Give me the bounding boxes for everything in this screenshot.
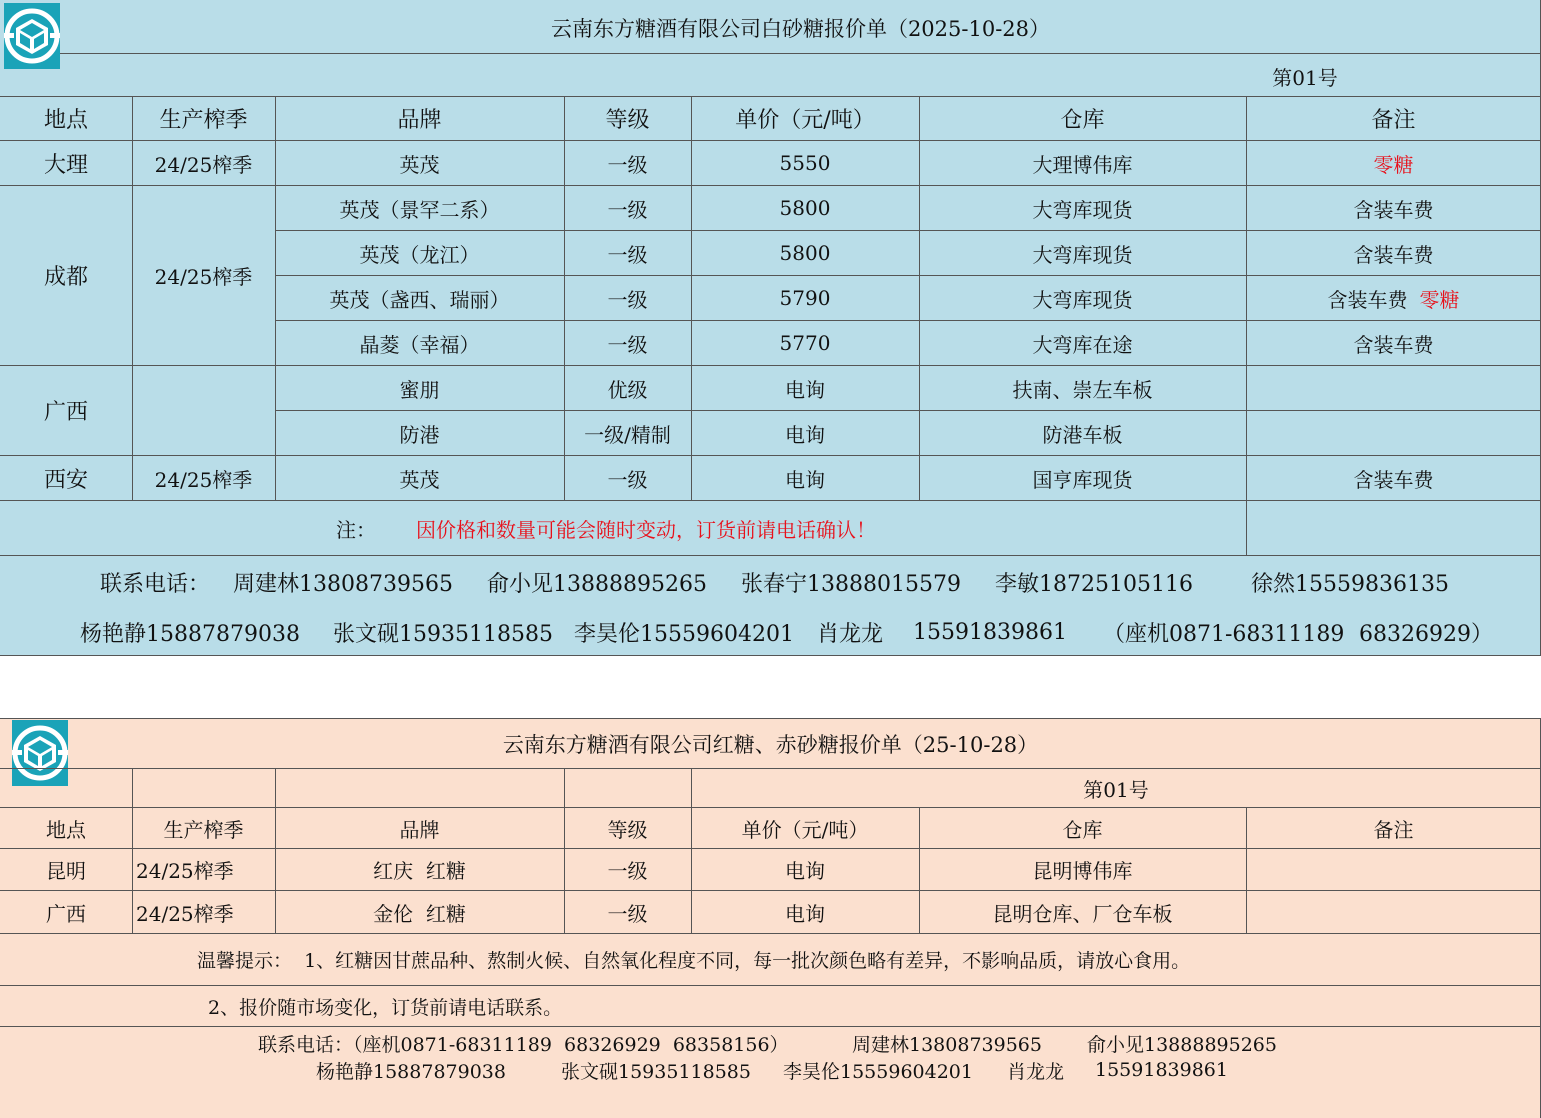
season-cell: 24/25榨季 <box>154 152 253 177</box>
season-cell: 24/25榨季 <box>136 859 234 883</box>
contact-item: 杨艳静15887879038 <box>80 621 300 647</box>
price-cell: 5800 <box>779 241 831 265</box>
grade-cell: 一级 <box>607 467 648 492</box>
header-grade: 等级 <box>605 108 650 133</box>
note-cell <box>1246 891 1541 933</box>
company-logo-icon <box>4 3 60 69</box>
header-season: 生产榨季 <box>163 817 244 842</box>
contact-item: 肖龙龙 <box>817 621 884 647</box>
note-text: 含装车费 <box>1353 332 1434 357</box>
brand-cell: 红庆 红糖 <box>373 859 466 883</box>
note-cell <box>1246 231 1541 275</box>
price-cell: 5770 <box>779 331 831 355</box>
grade-cell: 一级/精制 <box>584 422 671 447</box>
contact-item: 徐然15559836135 <box>1251 571 1449 597</box>
season-cell: 24/25榨季 <box>154 467 253 492</box>
header-place: 地点 <box>46 817 86 842</box>
header-brand: 品牌 <box>397 108 442 133</box>
sheet-title: 云南东方糖酒有限公司红糖、赤砂糖报价单（25-10-28） <box>502 733 1039 757</box>
contact-line-2 <box>316 1057 1228 1083</box>
note-cell <box>1246 186 1541 230</box>
header-warehouse: 仓库 <box>1060 108 1105 133</box>
header-price: 单价（元/吨） <box>741 817 869 842</box>
contact-item: 周建林13808739565 <box>233 571 453 597</box>
brand-cell: 英茂（景罕二系） <box>339 197 500 222</box>
warehouse-cell: 大弯库现货 <box>1032 242 1133 267</box>
note-message: 因价格和数量可能会随时变动，订货前请电话确认！ <box>416 517 876 542</box>
note-text: 含装车费 <box>1327 287 1408 312</box>
header-note: 备注 <box>1371 108 1416 133</box>
grade-cell: 一级 <box>607 859 648 883</box>
note-cell <box>1246 276 1541 320</box>
place-cell: 广西 <box>46 901 86 926</box>
contact-item: 李昊伦15559604201 <box>574 621 794 647</box>
header-grade: 等级 <box>607 817 648 842</box>
brand-cell: 蜜朋 <box>399 377 440 402</box>
grade-cell: 一级 <box>607 901 648 926</box>
place-cell: 广西 <box>43 400 88 425</box>
note-red-text: 零糖 <box>1419 287 1460 312</box>
warehouse-cell: 大弯库现货 <box>1032 287 1133 312</box>
sheet-number: 第01号 <box>1272 65 1338 90</box>
contact-item: 张春宁13888015579 <box>741 571 961 597</box>
warehouse-cell: 大弯库现货 <box>1032 197 1133 222</box>
price-cell: 5550 <box>779 151 831 175</box>
place-cell: 昆明 <box>46 859 86 883</box>
contact-item: 杨艳静15887879038 <box>316 1060 506 1083</box>
header-note: 备注 <box>1373 817 1414 842</box>
contact-label: 联系电话： <box>100 571 211 597</box>
grade-cell: 一级 <box>607 152 648 177</box>
contact-line-2 <box>80 614 1493 650</box>
note-cell <box>1246 321 1541 365</box>
warehouse-cell: 大理博伟库 <box>1032 152 1133 177</box>
contact-item: 李敏18725105116 <box>995 571 1193 597</box>
note-text: 含装车费 <box>1353 467 1434 492</box>
note-cell <box>1246 456 1541 500</box>
contact-line-1 <box>100 564 1449 600</box>
price-cell: 电询 <box>785 467 825 492</box>
brand-cell: 金伦 红糖 <box>373 901 466 926</box>
contact-item: 周建林13808739565 <box>852 1033 1042 1056</box>
tip-line-2: 2、报价随市场变化，订货前请电话联系。 <box>208 996 563 1019</box>
contact-item: 15591839861 <box>1095 1059 1228 1081</box>
price-cell: 电询 <box>785 422 825 447</box>
brand-cell: 英茂 <box>399 467 440 492</box>
header-place: 地点 <box>43 108 88 133</box>
grade-cell: 一级 <box>607 332 648 357</box>
warehouse-cell: 大弯库在途 <box>1032 332 1133 357</box>
note-red-text: 零糖 <box>1373 152 1414 177</box>
place-cell: 西安 <box>43 467 88 493</box>
contact-item: 俞小见13888895265 <box>487 571 707 597</box>
place-cell: 成都 <box>43 265 88 290</box>
warehouse-cell: 扶南、崇左车板 <box>1012 377 1153 402</box>
header-price: 单价（元/吨） <box>735 108 875 133</box>
note-cell <box>1246 141 1541 185</box>
place-cell: 大理 <box>43 152 88 178</box>
season-cell: 24/25榨季 <box>154 265 253 289</box>
sheet-title: 云南东方糖酒有限公司白砂糖报价单（2025-10-28） <box>550 17 1051 41</box>
grade-cell: 优级 <box>607 377 648 402</box>
warehouse-cell: 昆明博伟库 <box>1032 859 1133 883</box>
contact-item: 张文砚15935118585 <box>333 621 553 647</box>
warehouse-cell: 国亨库现货 <box>1032 467 1133 492</box>
contact-item: 张文砚15935118585 <box>561 1060 751 1083</box>
note-cell <box>1246 849 1541 890</box>
note-text: 含装车费 <box>1353 197 1434 222</box>
contact-item: 68326929） <box>1359 621 1493 647</box>
brand-cell: 晶菱（幸福） <box>359 332 480 357</box>
grade-cell: 一级 <box>607 197 648 222</box>
contact-item: 联系电话：（座机0871-68311189 68326929 68358156） <box>258 1033 789 1056</box>
price-cell: 5800 <box>779 196 831 220</box>
tip-line-1: 温馨提示： 1、红糖因甘蔗品种、熬制火候、自然氧化程度不同，每一批次颜色略有差异，不影响品质，请放心食用。 <box>197 950 1191 972</box>
brown-sugar-price-sheet <box>0 718 1541 1118</box>
grade-cell: 一级 <box>607 242 648 267</box>
sheet-number: 第01号 <box>1083 777 1149 802</box>
warehouse-cell: 昆明仓库、厂仓车板 <box>992 901 1173 926</box>
grade-cell: 一级 <box>607 287 648 312</box>
contact-item: 15591839861 <box>913 619 1067 645</box>
price-cell: 电询 <box>785 377 825 402</box>
header-brand: 品牌 <box>399 817 440 842</box>
contact-item: 李昊伦15559604201 <box>783 1060 973 1083</box>
brand-cell: 英茂 <box>399 152 440 177</box>
season-cell: 24/25榨季 <box>136 901 234 926</box>
note-label: 注： <box>336 517 376 542</box>
note-text: 含装车费 <box>1353 242 1434 267</box>
company-logo-icon <box>12 720 68 786</box>
price-cell: 电询 <box>785 859 825 883</box>
contact-item: （座机0871-68311189 <box>1103 621 1345 647</box>
brand-cell: 防港 <box>399 422 440 447</box>
header-warehouse: 仓库 <box>1062 817 1103 842</box>
contact-item: 肖龙龙 <box>1007 1060 1065 1083</box>
warehouse-cell: 防港车板 <box>1042 422 1123 447</box>
price-cell: 电询 <box>785 901 825 926</box>
contact-item: 俞小见13888895265 <box>1087 1033 1277 1056</box>
price-cell: 5790 <box>779 286 831 310</box>
brand-cell: 英茂（盏西、瑞丽） <box>329 287 510 312</box>
header-season: 生产榨季 <box>159 108 248 133</box>
contact-line-1 <box>258 1030 1277 1056</box>
brand-cell: 英茂（龙江） <box>359 242 480 267</box>
